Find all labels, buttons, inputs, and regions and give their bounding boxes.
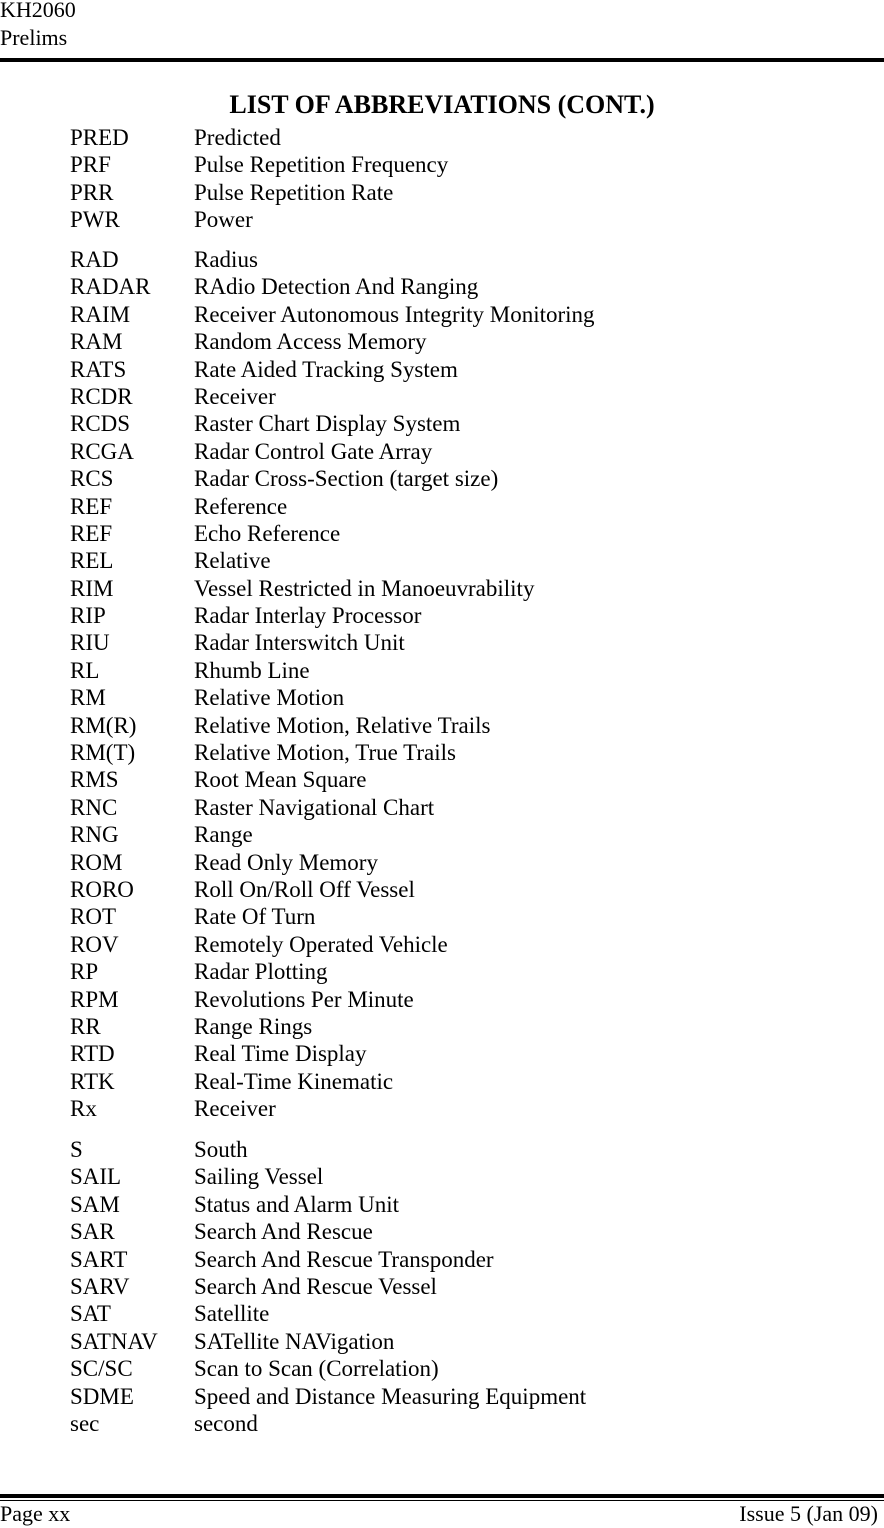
abbreviation-meaning: Radius (194, 247, 258, 272)
abbreviation-term: SC/SC (70, 1356, 133, 1382)
abbreviation-term: RAD (70, 247, 119, 272)
abbreviation-row (70, 493, 850, 520)
abbreviation-meaning: Receiver (194, 1096, 276, 1122)
abbreviation-meaning: Vessel Restricted in Manoeuvrability (194, 575, 535, 601)
abbreviation-term: RNG (70, 822, 119, 848)
abbreviation-row (70, 124, 850, 151)
abbreviation-meaning: Search And Rescue (194, 1219, 373, 1245)
abbreviation-term: SAM (70, 1191, 120, 1217)
abbreviation-meaning: Power (194, 207, 253, 233)
abbreviation-meaning: Random Access Memory (194, 329, 427, 355)
abbreviation-term: RIU (70, 630, 110, 656)
abbreviation-meaning: Root Mean Square (194, 767, 367, 793)
abbreviation-term: SART (70, 1246, 128, 1272)
abbreviation-meaning: Relative Motion, Relative Trails (194, 712, 491, 738)
abbreviation-row (70, 1040, 850, 1067)
abbreviation-meaning: Range Rings (194, 1013, 313, 1039)
abbreviation-term: SATNAV (70, 1328, 158, 1354)
abbreviation-row (70, 1095, 850, 1122)
abbreviation-meaning: Real Time Display (194, 1041, 367, 1067)
abbreviation-term: RP (70, 959, 99, 985)
abbreviation-group-r (70, 246, 850, 1123)
abbreviation-group-s (70, 1136, 850, 1437)
abbreviation-term: SARV (70, 1273, 130, 1299)
abbreviation-term: RADAR (70, 274, 151, 300)
abbreviation-meaning: Speed and Distance Measuring Equipment (194, 1383, 587, 1409)
abbreviation-meaning: Search And Rescue Transponder (194, 1246, 494, 1272)
abbreviation-meaning: Echo Reference (194, 520, 341, 546)
abbreviation-row (70, 1068, 850, 1095)
section-name: Prelims (0, 25, 68, 50)
abbreviation-row (70, 794, 850, 821)
abbreviation-term: SDME (70, 1383, 134, 1409)
abbreviation-term: ROM (70, 849, 123, 875)
abbreviation-row (70, 849, 850, 876)
abbreviation-term: SAIL (70, 1164, 122, 1190)
abbreviation-term: RTD (70, 1041, 115, 1067)
abbreviation-meaning: SATellite NAVigation (194, 1328, 395, 1354)
abbreviation-row (70, 766, 850, 793)
abbreviation-row (70, 438, 850, 465)
abbreviation-row (70, 931, 850, 958)
document-code: KH2060 (0, 0, 76, 22)
abbreviation-row (70, 1191, 850, 1218)
abbreviation-row (70, 657, 850, 684)
abbreviation-meaning: Remotely Operated Vehicle (194, 931, 448, 957)
abbreviation-row (70, 876, 850, 903)
footer-rule (0, 1494, 884, 1498)
abbreviation-term: PRED (70, 125, 129, 150)
abbreviation-row (70, 1246, 850, 1273)
abbreviation-meaning: Search And Rescue Vessel (194, 1273, 437, 1299)
abbreviation-row (70, 465, 850, 492)
abbreviation-row (70, 179, 850, 206)
abbreviation-term: S (70, 1137, 83, 1162)
abbreviation-term: ROT (70, 904, 116, 930)
abbreviation-meaning: Radar Control Gate Array (194, 438, 433, 464)
abbreviation-row (70, 1013, 850, 1040)
abbreviation-term: Rx (70, 1096, 97, 1122)
abbreviation-term: RIP (70, 603, 106, 629)
abbreviation-meaning: Predicted (194, 125, 281, 150)
abbreviation-row (70, 712, 850, 739)
abbreviation-term: REL (70, 548, 114, 574)
abbreviation-meaning: Receiver (194, 383, 276, 409)
abbreviation-meaning: Rhumb Line (194, 657, 310, 683)
abbreviation-term: RCDR (70, 383, 133, 409)
abbreviation-meaning: Relative Motion, True Trails (194, 740, 456, 766)
abbreviation-row (70, 273, 850, 300)
abbreviation-term: ROV (70, 931, 119, 957)
abbreviation-meaning: Receiver Autonomous Integrity Monitoring (194, 301, 595, 327)
abbreviation-meaning: South (194, 1137, 248, 1162)
abbreviation-term: PRR (70, 179, 114, 205)
page-header (0, 0, 76, 52)
abbreviation-term: PRF (70, 152, 111, 178)
abbreviation-row (70, 151, 850, 178)
page-number: Page xx (0, 1501, 71, 1526)
abbreviation-row (70, 986, 850, 1013)
abbreviation-meaning: Scan to Scan (Correlation) (194, 1356, 439, 1382)
abbreviation-meaning: RAdio Detection And Ranging (194, 274, 479, 300)
abbreviation-row (70, 821, 850, 848)
abbreviation-row (70, 1355, 850, 1382)
abbreviation-meaning: Radar Cross-Section (target size) (194, 466, 499, 492)
abbreviation-term: RAIM (70, 301, 131, 327)
abbreviation-term: RMS (70, 767, 119, 793)
abbreviation-meaning: Radar Plotting (194, 959, 328, 985)
abbreviation-term: RPM (70, 986, 119, 1012)
abbreviation-term: RCDS (70, 411, 131, 437)
abbreviation-term: RAM (70, 329, 123, 355)
abbreviation-row (70, 958, 850, 985)
abbreviation-term: RCS (70, 466, 114, 492)
abbreviation-meaning: Status and Alarm Unit (194, 1191, 400, 1217)
abbreviation-term: RCGA (70, 438, 134, 464)
abbreviation-meaning: Pulse Repetition Frequency (194, 152, 449, 178)
abbreviation-row (70, 356, 850, 383)
abbreviation-term: RNC (70, 794, 118, 820)
abbreviation-row (70, 383, 850, 410)
abbreviation-meaning: Relative (194, 548, 271, 574)
abbreviation-meaning: Roll On/Roll Off Vessel (194, 876, 415, 902)
abbreviation-row (70, 575, 850, 602)
abbreviation-row (70, 1300, 850, 1327)
abbreviation-row (70, 629, 850, 656)
abbreviation-row (70, 410, 850, 437)
abbreviation-row (70, 246, 850, 273)
abbreviation-term: sec (70, 1410, 100, 1436)
abbreviation-term: RM(T) (70, 740, 136, 766)
abbreviation-term: RIM (70, 575, 114, 601)
abbreviation-term: PWR (70, 207, 120, 233)
abbreviation-meaning: Read Only Memory (194, 849, 378, 875)
abbreviation-row (70, 903, 850, 930)
abbreviation-row (70, 602, 850, 629)
abbreviation-meaning: Raster Navigational Chart (194, 794, 435, 820)
abbreviation-term: SAR (70, 1219, 115, 1245)
abbreviation-meaning: Pulse Repetition Rate (194, 179, 394, 205)
abbreviation-term: RM (70, 685, 106, 711)
abbreviation-row (70, 206, 850, 233)
abbreviation-term: RR (70, 1013, 101, 1039)
page-title: LIST OF ABBREVIATIONS (CONT.) (229, 90, 655, 119)
abbreviation-meaning: Relative Motion (194, 685, 345, 711)
abbreviation-term: REF (70, 493, 113, 519)
abbreviation-row (70, 328, 850, 355)
abbreviation-row (70, 1273, 850, 1300)
abbreviation-row (70, 739, 850, 766)
abbreviation-row (70, 1218, 850, 1245)
abbreviation-meaning: Rate Aided Tracking System (194, 356, 458, 382)
abbreviation-row (70, 684, 850, 711)
abbreviation-group-p (70, 124, 850, 234)
abbreviation-meaning: Satellite (194, 1301, 270, 1327)
abbreviation-term: RORO (70, 876, 134, 902)
abbreviation-term: RM(R) (70, 712, 137, 738)
abbreviation-meaning: Sailing Vessel (194, 1164, 324, 1190)
issue-label: Issue 5 (Jan 09) (739, 1501, 878, 1526)
abbreviation-meaning: Raster Chart Display System (194, 411, 461, 437)
abbreviation-term: SAT (70, 1301, 111, 1327)
abbreviation-row (70, 520, 850, 547)
abbreviation-meaning: Range (194, 822, 253, 848)
abbreviation-row (70, 301, 850, 328)
abbreviation-term: RATS (70, 356, 127, 382)
abbreviation-meaning: Rate Of Turn (194, 904, 316, 930)
abbreviation-meaning: Revolutions Per Minute (194, 986, 414, 1012)
abbreviation-meaning: Reference (194, 493, 288, 519)
abbreviation-row (70, 1136, 850, 1163)
abbreviation-meaning: Radar Interswitch Unit (194, 630, 405, 656)
abbreviation-meaning: Real-Time Kinematic (194, 1068, 394, 1094)
abbreviation-row (70, 1383, 850, 1410)
abbreviation-term: REF (70, 520, 113, 546)
abbreviation-row (70, 1410, 850, 1437)
abbreviation-term: RTK (70, 1068, 115, 1094)
abbreviation-row (70, 1328, 850, 1355)
header-rule (0, 58, 884, 62)
abbreviation-term: RL (70, 657, 100, 683)
abbreviation-meaning: second (194, 1410, 258, 1436)
abbreviation-row (70, 547, 850, 574)
abbreviation-row (70, 1163, 850, 1190)
abbreviation-meaning: Radar Interlay Processor (194, 603, 422, 629)
